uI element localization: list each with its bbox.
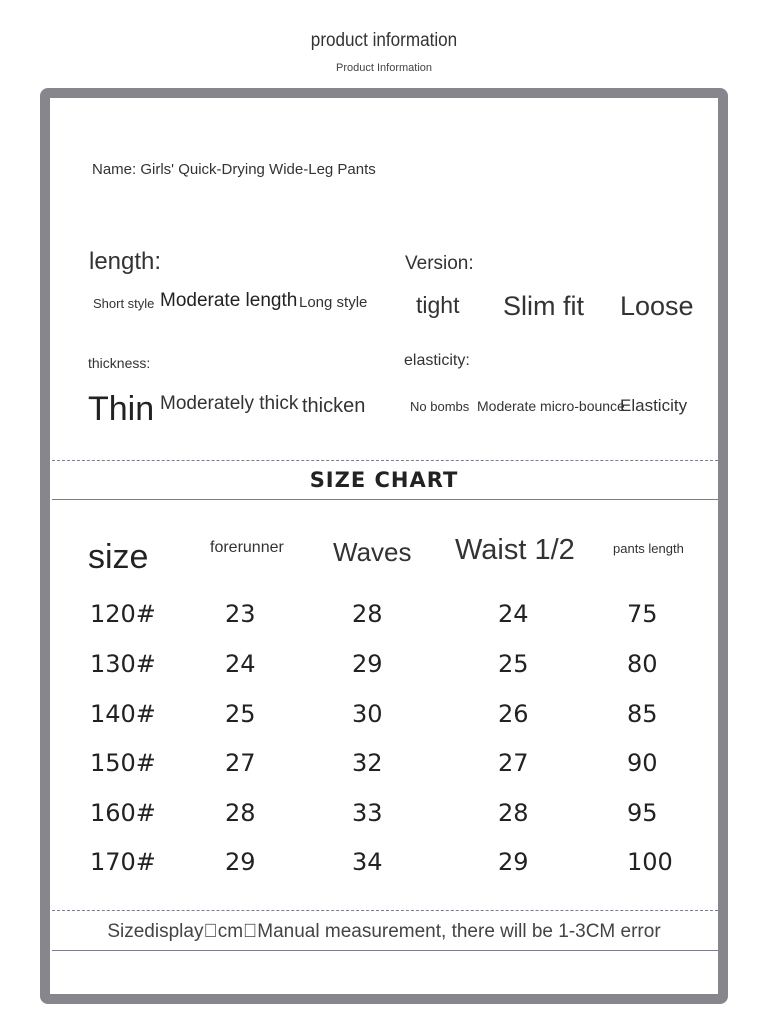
table-row [0,700,768,740]
cell-pants-length: 85 [627,700,658,728]
cell-waist: 28 [498,799,529,827]
cell-waist: 29 [498,848,529,876]
cell-size: 160# [90,799,156,827]
version-option-tight: tight [416,292,460,318]
thickness-option-thin: Thin [88,390,155,428]
cell-pants-length: 95 [627,799,658,827]
col-header-size: size [88,538,149,576]
cell-pants-length: 100 [627,848,673,876]
cell-waist: 24 [498,600,529,628]
elasticity-option-elasticity: Elasticity [620,396,688,415]
cell-waist: 25 [498,650,529,678]
size-chart-title: SIZE CHART [309,468,459,492]
cell-pants-length: 75 [627,600,658,628]
cell-size: 130# [90,650,156,678]
divider-dashed-bottom [52,910,718,911]
divider-solid-top [52,499,718,500]
cell-waves: 29 [352,650,383,678]
col-header-waist: Waist 1/2 [455,534,575,566]
elasticity-option-moderate: Moderate micro-bounce [477,398,625,414]
thickness-option-thicken: thicken [302,395,366,417]
cell-forerunner: 25 [225,700,256,728]
product-name: Name: Girls' Quick-Drying Wide-Leg Pants [92,161,376,178]
length-label: length: [89,248,162,275]
version-label: Version: [405,253,474,274]
page-title: product information [310,30,458,51]
cell-waves: 28 [352,600,383,628]
cell-forerunner: 24 [225,650,256,678]
length-option-short: Short style [93,296,155,311]
col-header-pants-length: pants length [613,541,684,556]
cell-forerunner: 23 [225,600,256,628]
cell-waves: 30 [352,700,383,728]
cell-waves: 32 [352,749,383,777]
version-option-loose: Loose [620,291,694,321]
divider-solid-bottom [52,950,718,951]
version-option-slim-fit: Slim fit [503,291,584,321]
thickness-option-moderately-thick: Moderately thick [160,393,299,414]
length-option-long: Long style [299,294,368,311]
table-row [0,799,768,839]
size-chart-footnote: Sizedisplay cm Manual measurement, there will be 1-3CM error [107,921,661,942]
cell-forerunner: 29 [225,848,256,876]
cell-forerunner: 27 [225,749,256,777]
table-row [0,749,768,789]
divider-dashed-top [52,460,718,461]
table-row [0,848,768,888]
cell-waist: 26 [498,700,529,728]
table-row [0,600,768,640]
cell-waves: 33 [352,799,383,827]
cell-pants-length: 90 [627,749,658,777]
thickness-label: thickness: [88,355,151,371]
elasticity-option-no-bombs: No bombs [410,399,470,414]
length-option-moderate: Moderate length [160,290,298,311]
cell-size: 150# [90,749,156,777]
elasticity-label: elasticity: [404,352,470,369]
cell-waist: 27 [498,749,529,777]
cell-pants-length: 80 [627,650,658,678]
cell-size: 120# [90,600,156,628]
cell-waves: 34 [352,848,383,876]
page-subtitle: Product Information [336,62,432,74]
cell-size: 170# [90,848,156,876]
col-header-waves: Waves [333,537,412,567]
col-header-forerunner: forerunner [210,539,284,556]
cell-size: 140# [90,700,156,728]
cell-forerunner: 28 [225,799,256,827]
table-row [0,650,768,690]
